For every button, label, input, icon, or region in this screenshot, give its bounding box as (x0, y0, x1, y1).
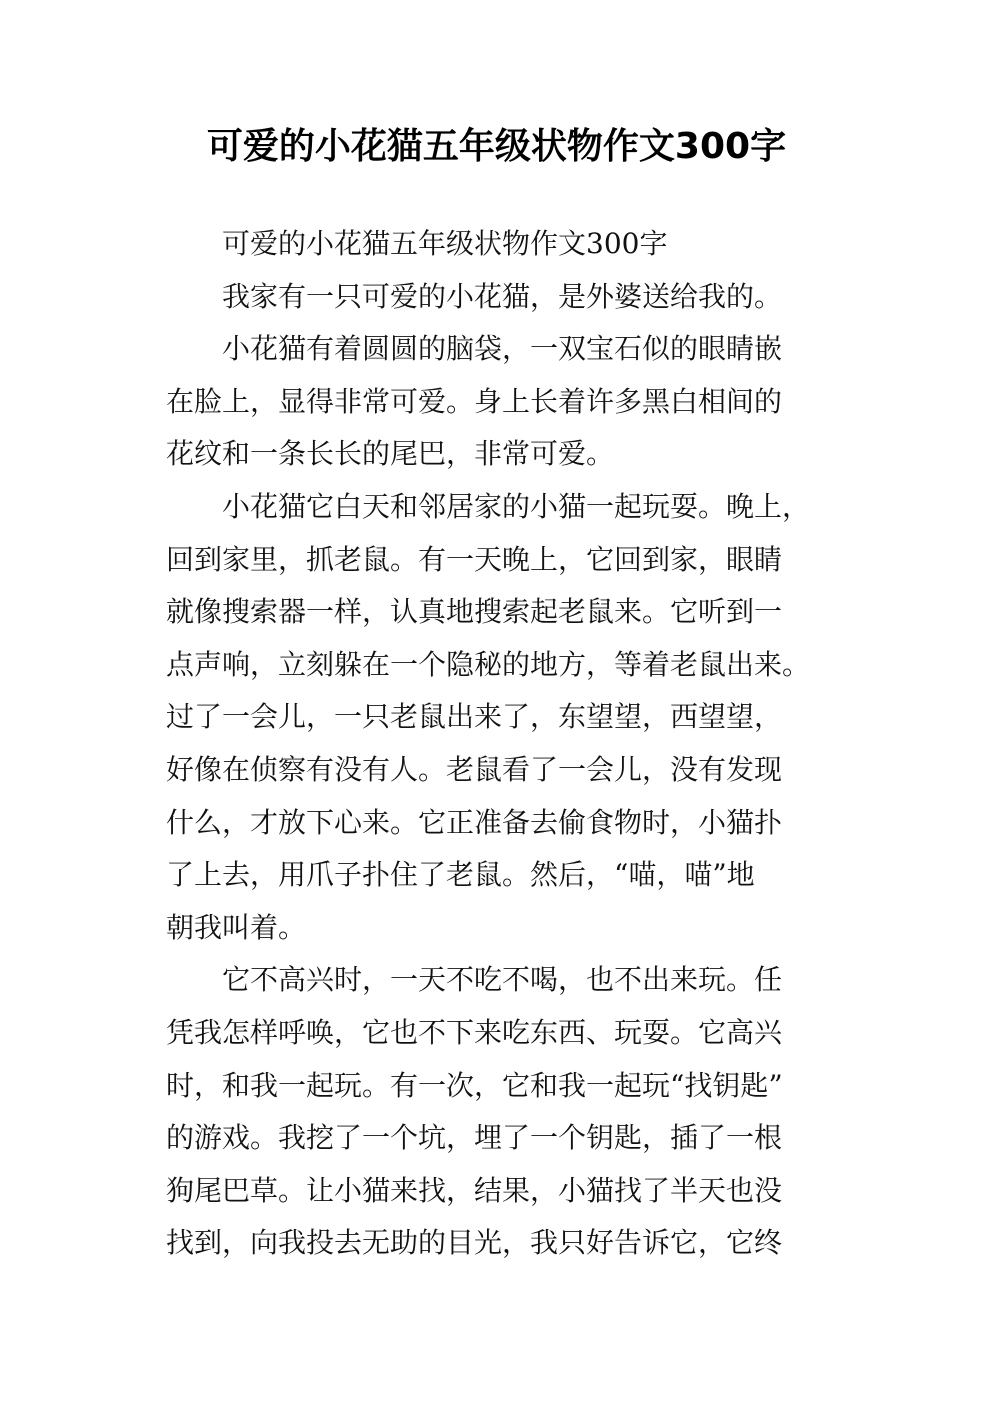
text-line: 它不高兴时，一天不吃不喝，也不出来玩。任 (166, 963, 783, 997)
text-line: 了上去，用爪子扑住了老鼠。然后，“喵，喵”地 (166, 858, 755, 892)
text-line: 就像搜索器一样，认真地搜索起老鼠来。它听到一 (166, 595, 783, 629)
text-line: 什么，才放下心来。它正准备去偷食物时，小猫扑 (166, 805, 783, 839)
text-line: 在脸上，显得非常可爱。身上长着许多黑白相间的 (166, 384, 783, 418)
text-line: 朝我叫着。 (166, 910, 307, 944)
text-line: 花纹和一条长长的尾巴，非常可爱。 (166, 437, 615, 471)
text-line: 找到，向我投去无助的目光，我只好告诉它，它终 (166, 1226, 783, 1260)
text-line: 可爱的小花猫五年级状物作文300字 (166, 227, 668, 260)
document-title: 可爱的小花猫五年级状物作文300字 (206, 126, 787, 167)
text-line: 凭我怎样呼唤，它也不下来吃东西、玩耍。它高兴 (166, 1015, 783, 1049)
text-line: 好像在侦察有没有人。老鼠看了一会儿，没有发现 (166, 752, 783, 786)
text-line: 小花猫它白天和邻居家的小猫一起玩耍。晚上， (166, 489, 811, 523)
text-line: 时，和我一起玩。有一次，它和我一起玩“找钥匙” (166, 1068, 783, 1102)
text-line: 回到家里，抓老鼠。有一天晚上，它回到家，眼睛 (166, 542, 783, 576)
text-line: 点声响，立刻躲在一个隐秘的地方，等着老鼠出来。 (166, 647, 811, 681)
text-line: 的游戏。我挖了一个坑，埋了一个钥匙，插了一根 (166, 1121, 783, 1155)
text-line: 狗尾巴草。让小猫来找，结果，小猫找了半天也没 (166, 1173, 783, 1207)
text-line: 小花猫有着圆圆的脑袋，一双宝石似的眼睛嵌 (166, 332, 783, 366)
text-line: 我家有一只可爱的小花猫，是外婆送给我的。 (166, 279, 783, 313)
document-body (166, 218, 830, 1270)
text-line: 过了一会儿，一只老鼠出来了，东望望，西望望， (166, 700, 783, 734)
